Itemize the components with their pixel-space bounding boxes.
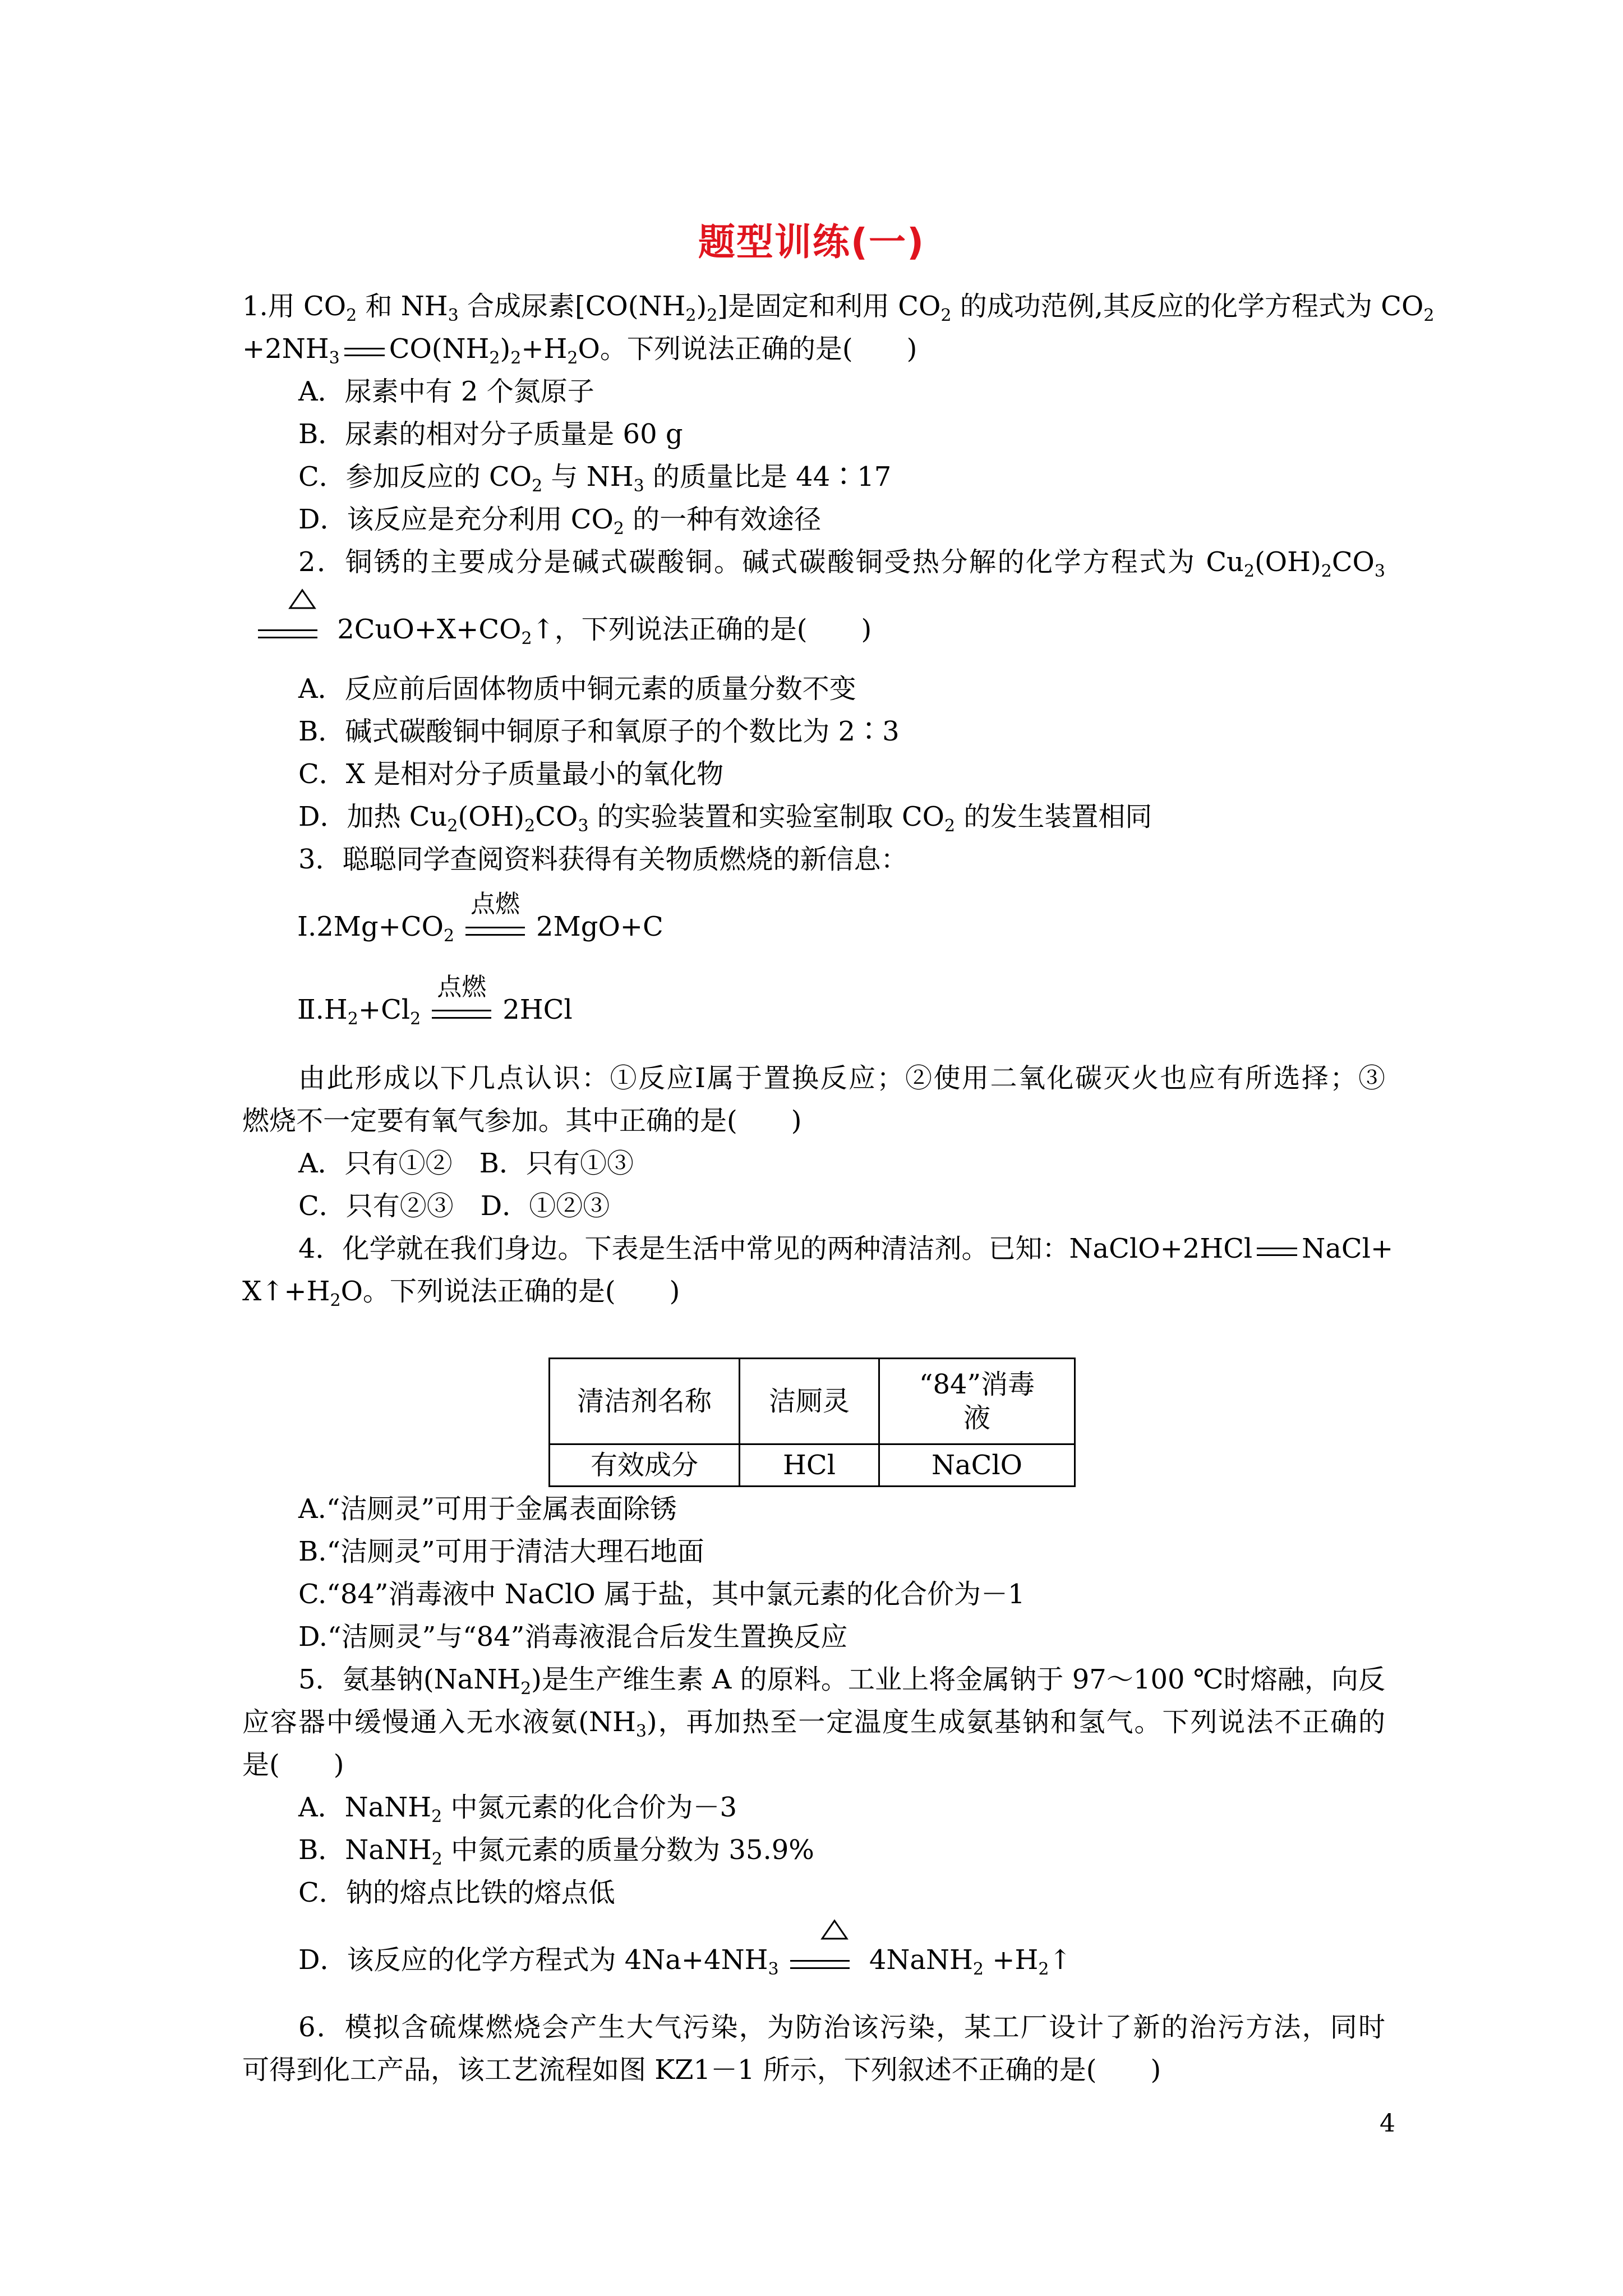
q5-option-c: C．钠的熔点比铁的熔点低 xyxy=(298,1877,615,1908)
page-number: 4 xyxy=(1380,2109,1395,2138)
q3-line-2: 由此形成以下几点认识：①反应Ⅰ属于置换反应；②使用二氧化碳灭火也应有所选择；③ xyxy=(298,1062,1385,1094)
q3-options-cd: C．只有②③ D．①②③ xyxy=(298,1190,610,1222)
q3-line-1: 3．聪聪同学查阅资料获得有关物质燃烧的新信息： xyxy=(298,844,908,875)
table-row xyxy=(550,1444,1075,1487)
q4-line-1: 4．化学就在我们身边。下表是生活中常见的两种清洁剂。已知：NaClO+2HCl NaCl+ xyxy=(298,1233,1394,1264)
q5-line-1: 5．氨基钠(NaNH$_2$)是生产维生素 A 的原料。工业上将金属钠于 97～100 ℃时熔融，向反 xyxy=(298,1664,1385,1699)
heat-equals-sign xyxy=(255,613,321,646)
table-header-cell: 清洁剂名称 xyxy=(550,1359,740,1444)
equals-sign xyxy=(1255,1232,1299,1266)
q1-option-a: A．尿素中有 2 个氮原子 xyxy=(298,376,594,407)
table-cell: 有效成分 xyxy=(550,1444,740,1487)
q3-options-ab: A．只有①② B．只有①③ xyxy=(298,1148,634,1179)
page-title: 题型训练(一) xyxy=(698,220,925,264)
q3-reaction-1: $Ⅰ.2Mg+CO_2$ 点燃 2MgO+C xyxy=(297,890,663,946)
q5-option-d: D．该反应的化学方程式为 $4Na+4NH_3$ 4NaNH$_2$ $+H_2↑$ xyxy=(298,1943,1072,1977)
q1-line-1: 1.用 $CO_2$ 和 $NH_3$ 合成尿素$[CO(NH_2)_2]$是固定和利用 $CO_2$ 的成功范例,其反应的化学方程式为 $CO_2$ xyxy=(242,291,1435,325)
q5-line-3: 是( ) xyxy=(242,1749,344,1780)
ignite-equals-sign: 点燃 xyxy=(462,910,528,944)
q1-option-c: C．参加反应的 $CO_2$ 与 $NH_3$ 的质量比是 44∶17 xyxy=(298,461,892,496)
q4-line-2: $X↑+H_2O$。下列说法正确的是( ) xyxy=(242,1276,680,1310)
ignite-equals-sign: 点燃 xyxy=(428,993,495,1027)
table-header-cell: “84”消毒 液 xyxy=(879,1359,1075,1444)
q4-option-d: D.“洁厕灵”与“84”消毒液混合后发生置换反应 xyxy=(298,1621,848,1653)
q2-option-c: C．X 是相对分子质量最小的氧化物 xyxy=(298,758,724,790)
q6-line-1: 6．模拟含硫煤燃烧会产生大气污染，为防治该污染，某工厂设计了新的治污方法，同时 xyxy=(298,2012,1385,2043)
q1-option-b: B．尿素的相对分子质量是 60 g xyxy=(298,418,683,450)
table-cell: HCl xyxy=(740,1444,879,1487)
q1-line-2: $+2NH_3$ $CO(NH_2)_2+H_2O$。下列说法正确的是( ) xyxy=(242,333,917,368)
q4-option-a: A.“洁厕灵”可用于金属表面除锈 xyxy=(298,1493,677,1525)
q2-option-b: B．碱式碳酸铜中铜原子和氧原子的个数比为 2∶3 xyxy=(298,716,900,747)
q2-option-a: A．反应前后固体物质中铜元素的质量分数不变 xyxy=(298,673,856,705)
equals-sign xyxy=(342,332,387,366)
q6-line-2: 可得到化工产品，该工艺流程如图 KZ1－1 所示，下列叙述不正确的是( ) xyxy=(242,2054,1161,2086)
table-row xyxy=(550,1359,1075,1444)
table-header-cell: 洁厕灵 xyxy=(740,1359,879,1444)
q3-reaction-2: $Ⅱ.H_2+Cl_2$ 点燃 2HCl xyxy=(297,973,573,1029)
q2-option-d: D．加热 $Cu_2(OH)_2CO_3$ 的实验装置和实验室制取 $CO_2$ 的发生装置相同 xyxy=(298,801,1152,836)
cleaner-table xyxy=(548,1358,1076,1487)
q3-line-3: 燃烧不一定要有氧气参加。其中正确的是( ) xyxy=(242,1105,802,1137)
q4-option-b: B.“洁厕灵”可用于清洁大理石地面 xyxy=(298,1536,704,1567)
q2-line-2: $2CuO+X+CO_2↑$，下列说法正确的是( ) xyxy=(247,613,872,646)
q2-line-1: 2．铜锈的主要成分是碱式碳酸铜。碱式碳酸铜受热分解的化学方程式为 $Cu_2(OH)_2CO_3$ xyxy=(298,546,1385,581)
q5-option-a: A．NaNH$_2$ 中氮元素的化合价为－3 xyxy=(298,1792,737,1826)
q5-option-b: B．NaNH$_2$ 中氮元素的质量分数为 35.9% xyxy=(298,1834,814,1869)
table-cell: NaClO xyxy=(879,1444,1075,1487)
q1-option-d: D．该反应是充分利用 $CO_2$ 的一种有效途径 xyxy=(298,504,822,539)
q4-option-c: C.“84”消毒液中 NaClO 属于盐，其中氯元素的化合价为－1 xyxy=(298,1579,1025,1610)
heat-equals-sign xyxy=(787,1943,853,1977)
q5-line-2: 应容器中缓慢通入无水液氨$(NH_3)$，再加热至一定温度生成氨基钠和氢气。下列说法不正确的 xyxy=(242,1706,1385,1741)
